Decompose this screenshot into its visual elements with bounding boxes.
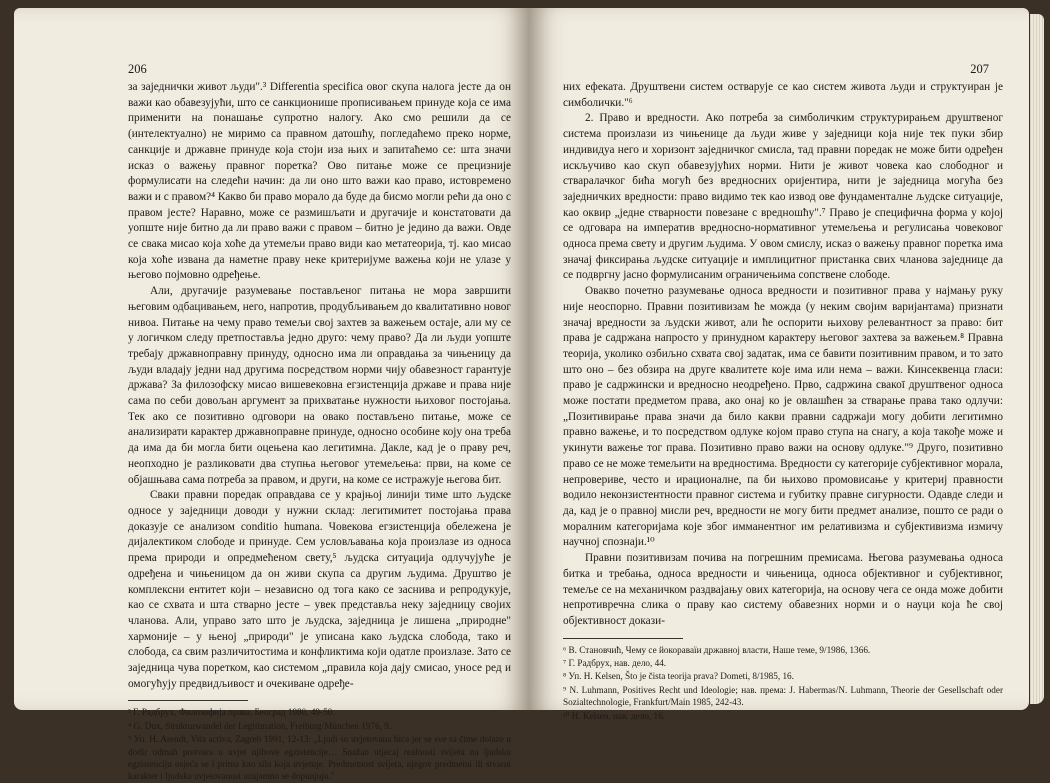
page-number: 207 <box>970 62 989 76</box>
footnote-divider <box>128 700 248 701</box>
footnote: ⁷ Г. Радбрух, нав. дело, 44. <box>563 658 667 669</box>
paragraph: 2. Право и вредности. Ако потреба за симболичким структурирањем друштвеног система произлази из чињенице да људи живе у заједници која није тек пуки збир индивидуа него и хоризонт заједничког смисла, тад правни поредак не може бити одређен искључиво као скуп обавезујућих норми. Нити је живот човека као слободног и стваралачког бића могућ без вредносних оријентира, нити је заједница могућа без заједничких вредности: право видимо тек као извод ове фундаменталне људске ситуације, као оквир „једне стварности повезане с вредношћу".⁷ Право је специфична форма у којој се одговара на императив вредносно-нормативног утемељења и регулисања човековог односа према свету и другим људима. У овом смислу, исказ о важењу правног поретка има значај фиксирања људске ситуације и имплицитног пристанка свих чланова заједнице да се подвргну јасно формулисаним ограничењима сопствене слободе. <box>563 112 1003 282</box>
page-edges <box>1030 14 1044 704</box>
left-page <box>14 8 529 782</box>
right-page <box>529 8 1029 721</box>
footnote: ⁸ Уп. H. Kelsen, Što je čista teorija prava? Dometi, 8/1985, 16. <box>563 671 794 682</box>
footnote: ⁴ G. Dux, Strukturwandel der Legitimation, Freiburg/München 1976, 9. <box>128 720 392 731</box>
body-text <box>563 80 1003 630</box>
paragraph: Правни позитивизам почива на погрешним премисама. Његова разумевања односа битка и требања, односа вредности и чињеница, односа објективног и субјективног, темеље се на механичком раздвајању ових категорија, на основу чега се онда може добити непротивречна слика о праву као систему обавезних норми и о науци која ће свој објективност докази- <box>563 552 1003 627</box>
footnote: ⁵ Уп. H. Arendt, Vita activa, Zagreb 1991, 12-13: „Ljudi su uvjetovana bića jer se sve sa čime dolaze u dodir odmah pretvara u uvjet njihove egzistencije… Snažan utjecaj realnosti svijeta na ljudsku egzistenciju osjeća se i prima kao sila koja uvjetuje. Predmetnost svijeta, njegov predmetni ili stvarni karakter i ljudska uvjetovanost uzajamno se dopunjuju." <box>128 734 511 782</box>
paragraph: Али, другачије разумевање постављеног питања не мора завршити његовим одбацивањем, него, напротив, продубљивањем до квалитативно новог нивоа. Питање на чему право темељи свој захтев за важењем остаје, али му се у логичком следу претпоставља једно друго: чему право? Да ли људи уопште требају државноправну принуду, односно има ли оправдања за чињеницу да људи владају једни над другима посредством норми чију обавезност гарантује држава? За филозофску мисао вишевековна егзистенција државе и права није сама по себи довољан аргумент за прихватање нужности њиховог постојања. Тек ако се позитивно одговори на овако постављено питање, може се анализирати карактер државноправне принуде, односно особине коју она треба да има да би могла бити оцењена као легитимна. Дакле, кад је о праву реч, неопходно је разликовати два ступња његовог утемељења: први, на коме се објашњава сама потреба за правом, и други, на коме се истражује његова бит. <box>128 285 511 486</box>
paragraph: за заједнички живот људи".³ Differentia specifica овог скупа налога јесте да он важи као обавезујући, што се санкционише прописивањем принуде која се има применити на понашање супротно налогу. Ако смо решили да се (интелектуално) не миримо са правном датошћу, погледаћемо преко норме, санкције и државне принуде која стоји иза њих и запитаћемо се: шта значи исказ о важењу правног поретка? Ово питање може се прецизније формулисати на следећи начин: да ли оно што важи као право, истовремено важи и с правом?⁴ Какво би право морало да буде да бисмо могли рећи да оно с правом јесте? Наравно, може се размишљати и другачије и констатовати да уопште није битно да ли право важи с правом – битно је једино да важи. Овде се свака мисао која хоће да утемељи право види као метатеорија, тј. као мисао која хоће извана да наметне праву неке критеријуме важења који не улазе у његово појмовно одређење. <box>128 81 512 282</box>
paragraph: Сваки правни поредак оправдава се у крајњој линији тиме што људске односе у заједници доводи у нужни склад: легитимитет постојања права доказује се анализом conditio humana. Човекова егзистенција обележена је дијалектиком слободе и принуде. Сем условљавања која произлазе из односа према природи и опредмећеном свету,⁵ људска ситуација одлучујуће је одређена и чињеницом да он живи скупа са другим људима. Друштво је комплексни ентитет који – независно од тога како се заснива и репродукује, као се схвата и шта стварно јесте – увек представља неку заједницу својих чланова. Али, управо зато што је људска, заједница је лишена „природне" хармоније – у њеној „природи" је уписана како људска слобода, тако и слобода, са свим различитостима и конфликтима који одатле произлазе. Зато се заједница чува поретком, као системом „правила која дају смисао, уносе ред и омогућују предвидљивост и очекиване одређе- <box>128 489 511 690</box>
body-text <box>128 80 511 692</box>
footnote: ¹⁰ H. Kelsen, нав. дело, 16. <box>563 710 666 721</box>
footnote: ⁹ N. Luhmann, Positives Recht und Ideologie; нав. према: J. Habermas/N. Luhmann, Theorie der Gesellschaft oder Sozialtechnologie, Frankfurt/Main 1985, 242-43. <box>563 684 1003 708</box>
footnote-divider <box>563 638 683 639</box>
paragraph: них ефеката. Друштвени систем остварује се као систем живота људи и структуиран је симболички."⁶ <box>563 81 1003 109</box>
footnote: ⁶ В. Становчић, Чему се йокораваїи државној власти, Наше теме, 9/1986, 1366. <box>563 644 871 655</box>
paragraph: Овакво почетно разумевање односа вредности и позитивног права у најмању руку није неоспорно. Правни позитивизам ће можда (у неким својим варијантама) признати значај вредности за људски живот, али ће оспорити њихову релевантност за право: бит права је садржана напросто у принудном карактеру његовог захтева за важењем.⁸ Правна теорија, уколико озбиљно схвата свој задатак, има се бавити позитивним правом, и то зато што оно – без обзира на друге квалитете које има или нема – важи. Кинсеквенца гласи: право је садржински и вредносно неодређено. Прво, садржина свакоī друштвеног односа може постати предметом права, ако онај ко је овлашћен за стварање права тако одлучи: „Позитивирање права значи да било какви правни садржаји могу добити легитимно правно важење, и то посредством одлуке којом право ступа на снагу, а која такође може и укинути важење тог права. Позитивно право важи на основу одлуке."⁹ Друго, позитивно право се не може темељити на вредностима. Вредности су категорије субјективног морала, непровериве, често и ирационалне, па би њихово промовисање у критериј правности водило неконзистентности правног система и губитку правне сигурности. Одавде следи и да, кад је о правној мисли реч, вредности не могу бити предмет анализе, пошто се ради о моралним категоријама које због имманентног им релативизма и субјективизма измичу научној спознаји.¹⁰ <box>563 285 1003 549</box>
footnote: ³ Г. Радбрух, Филозофија права, Београд 1980, 49-50. <box>128 707 335 718</box>
page-number: 206 <box>128 62 147 76</box>
